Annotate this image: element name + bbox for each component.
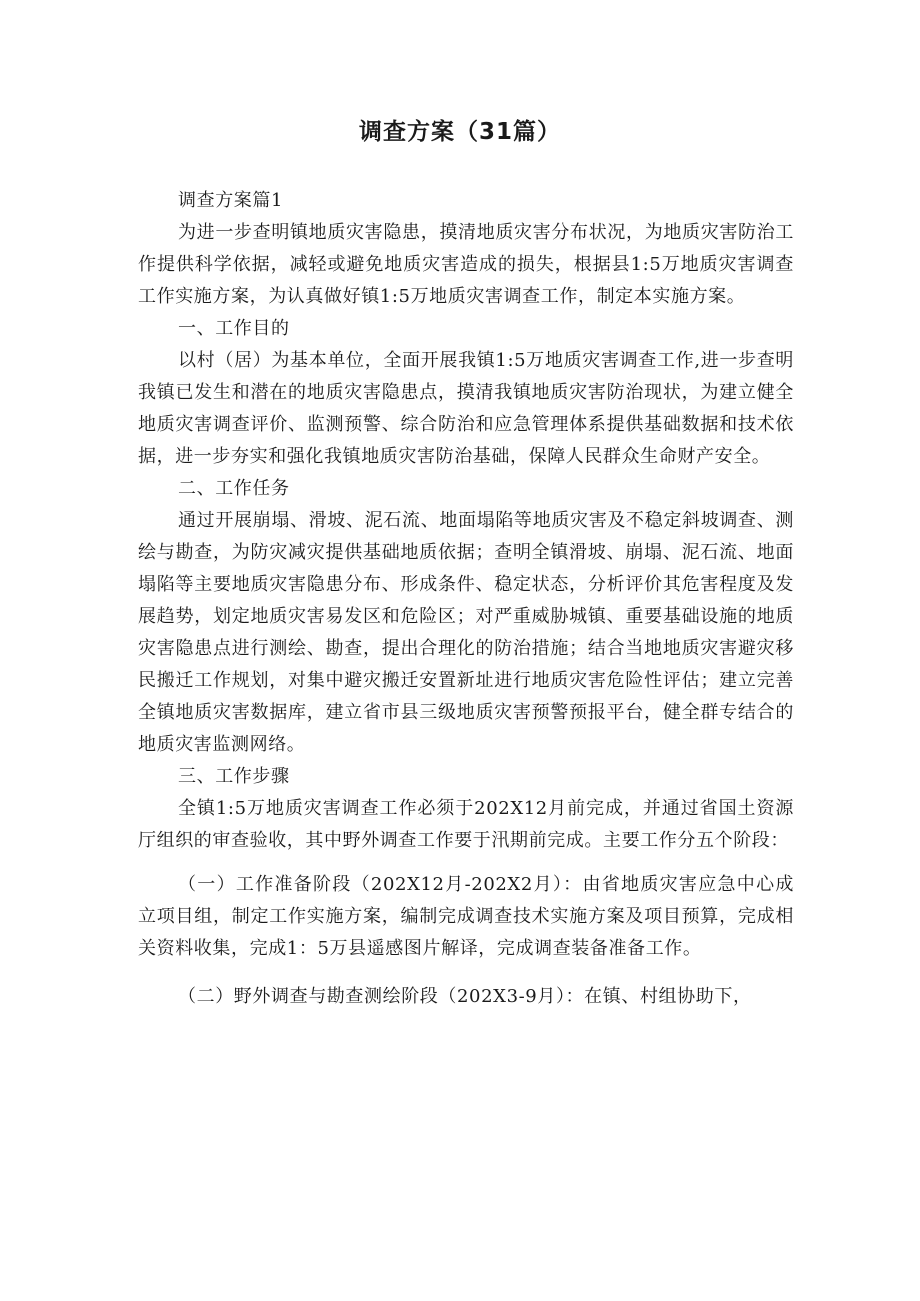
section-heading-tasks: 二、工作任务 — [178, 478, 290, 499]
tasks-paragraph: 通过开展崩塌、滑坡、泥石流、地面塌陷等地质灾害及不稳定斜坡调查、测绘与勘查，为防灾减灾提供基础地质依据；查明全镇滑坡、崩塌、泥石流、地面塌陷等主要地质灾害隐患分布、形成条件、稳定状态，分析评价其危害程度及发展趋势，划定地质灾害易发区和危险区；对严重威胁城镇、重要基础设施的地质灾害隐患点进行测绘、勘查，提出合理化的防治措施；结合当地地质灾害避灾移民搬迁工作规划，对集中避灾搬迁安置新址进行地质灾害危险性评估；建立完善全镇地质灾害数据库，建立省市县三级地质灾害预警预报平台，健全群专结合的地质灾害监测网络。 — [138, 510, 794, 755]
document-title: 调查方案（31篇） — [358, 119, 561, 145]
intro-paragraph: 为进一步查明镇地质灾害隐患，摸清地质灾害分布状况，为地质灾害防治工作提供科学依据，减轻或避免地质灾害造成的损失，根据县1:5万地质灾害调查工作实施方案，为认真做好镇1:5万地质灾害调查工作，制定本实施方案。 — [138, 222, 794, 307]
steps-paragraph: 全镇1:5万地质灾害调查工作必须于202X12月前完成，并通过省国土资源厅组织的审查验收，其中野外调查工作要于汛期前完成。主要工作分五个阶段： — [138, 798, 794, 851]
section-heading-purpose: 一、工作目的 — [178, 318, 290, 339]
stage-two-paragraph: （二）野外调查与勘查测绘阶段（202X3-9月）：在镇、村组协助下， — [178, 986, 752, 1007]
section-heading-steps: 三、工作步骤 — [178, 766, 290, 787]
section-heading-part1: 调查方案篇1 — [178, 190, 284, 211]
stage-one-paragraph: （一）工作准备阶段（202X12月-202X2月）：由省地质灾害应急中心成立项目组，制定工作实施方案，编制完成调查技术实施方案及项目预算，完成相关资料收集，完成1：5万县遥感图片解译，完成调查装备准备工作。 — [138, 874, 794, 959]
purpose-paragraph: 以村（居）为基本单位，全面开展我镇1:5万地质灾害调查工作,进一步查明我镇已发生和潜在的地质灾害隐患点，摸清我镇地质灾害防治现状，为建立健全地质灾害调查评价、监测预警、综合防治和应急管理体系提供基础数据和技术依据，进一步夯实和强化我镇地质灾害防治基础，保障人民群众生命财产安全。 — [138, 350, 794, 467]
document-body — [138, 185, 794, 1013]
